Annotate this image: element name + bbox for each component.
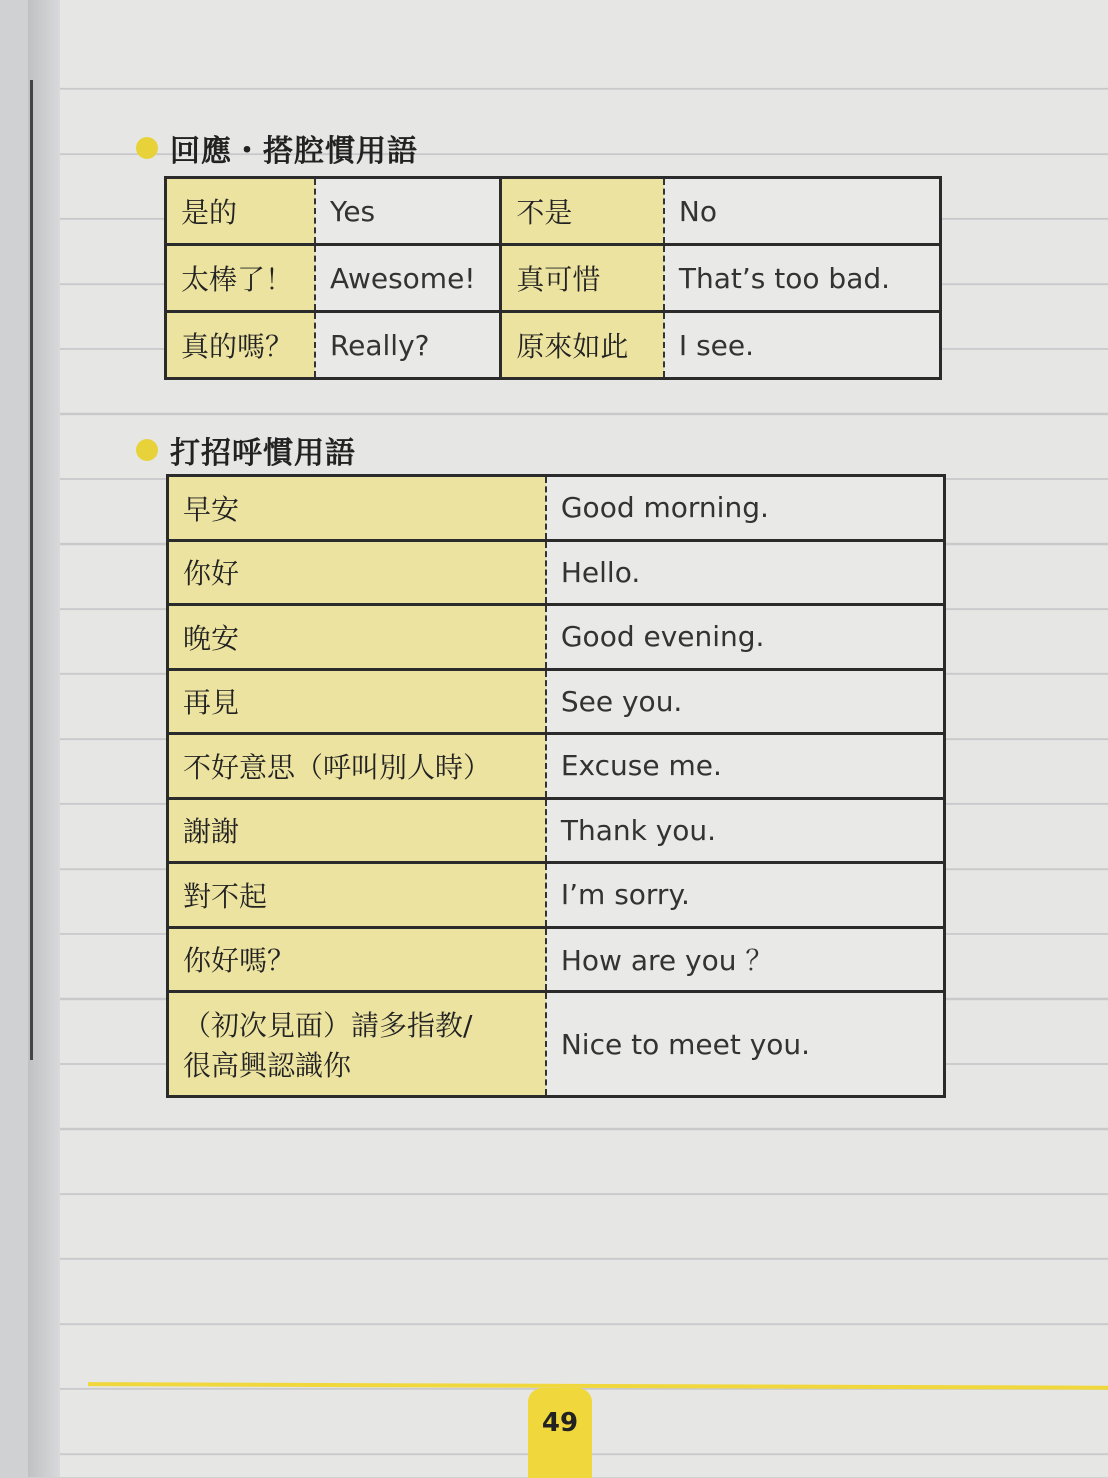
responses-table	[164, 176, 942, 380]
en-cell: That’s too bad.	[664, 245, 941, 312]
table-row	[168, 992, 945, 1097]
zh-cell: 不好意思（呼叫別人時）	[168, 734, 546, 799]
zh-cell: 是的	[166, 178, 315, 245]
page-gutter	[28, 0, 60, 1477]
en-cell: I see.	[664, 312, 941, 379]
en-cell: Thank you.	[546, 798, 945, 863]
gutter-line	[30, 80, 33, 1060]
zh-cell: 原來如此	[501, 312, 664, 379]
en-cell: No	[664, 178, 941, 245]
footer-rule	[88, 1382, 1108, 1390]
section2-title: 打招呼慣用語	[170, 436, 356, 471]
bullet-dot-icon	[136, 439, 158, 461]
section1-title: 回應・搭腔慣用語	[170, 134, 418, 169]
table-row	[168, 734, 945, 799]
en-cell: Nice to meet you.	[546, 992, 945, 1097]
greetings-table	[166, 474, 946, 1098]
en-cell: How are you ？	[546, 927, 945, 992]
en-cell: Really?	[315, 312, 501, 379]
zh-cell: 你好	[168, 540, 546, 605]
table-row	[168, 669, 945, 734]
table-row	[166, 312, 941, 379]
book-page	[28, 0, 1108, 1477]
table-row	[168, 476, 945, 541]
table-row	[166, 178, 941, 245]
table-row	[168, 605, 945, 670]
en-cell: Yes	[315, 178, 501, 245]
zh-cell: 太棒了！	[166, 245, 315, 312]
zh-cell: 晚安	[168, 605, 546, 670]
zh-cell: 不是	[501, 178, 664, 245]
zh-line: 很高興認識你	[183, 1049, 352, 1083]
section-title-responses	[136, 126, 418, 170]
en-cell: Excuse me.	[546, 734, 945, 799]
table-row	[168, 863, 945, 928]
en-cell: Awesome!	[315, 245, 501, 312]
zh-cell-multiline	[168, 992, 546, 1097]
zh-cell: 你好嗎？	[168, 927, 546, 992]
zh-cell: 真可惜	[501, 245, 664, 312]
page-number: 49	[528, 1388, 592, 1478]
en-cell: Good evening.	[546, 605, 945, 670]
table-row	[168, 927, 945, 992]
en-cell: Hello.	[546, 540, 945, 605]
table-row	[166, 245, 941, 312]
zh-cell: 真的嗎？	[166, 312, 315, 379]
zh-cell: 謝謝	[168, 798, 546, 863]
zh-cell: 再見	[168, 669, 546, 734]
zh-cell: 對不起	[168, 863, 546, 928]
zh-cell: 早安	[168, 476, 546, 541]
table-row	[168, 798, 945, 863]
en-cell: Good morning.	[546, 476, 945, 541]
table-row	[168, 540, 945, 605]
section-title-greetings	[136, 428, 356, 472]
bullet-dot-icon	[136, 137, 158, 159]
en-cell: See you.	[546, 669, 945, 734]
en-cell: I’m sorry.	[546, 863, 945, 928]
zh-line: （初次見面）請多指教/	[183, 1009, 473, 1043]
